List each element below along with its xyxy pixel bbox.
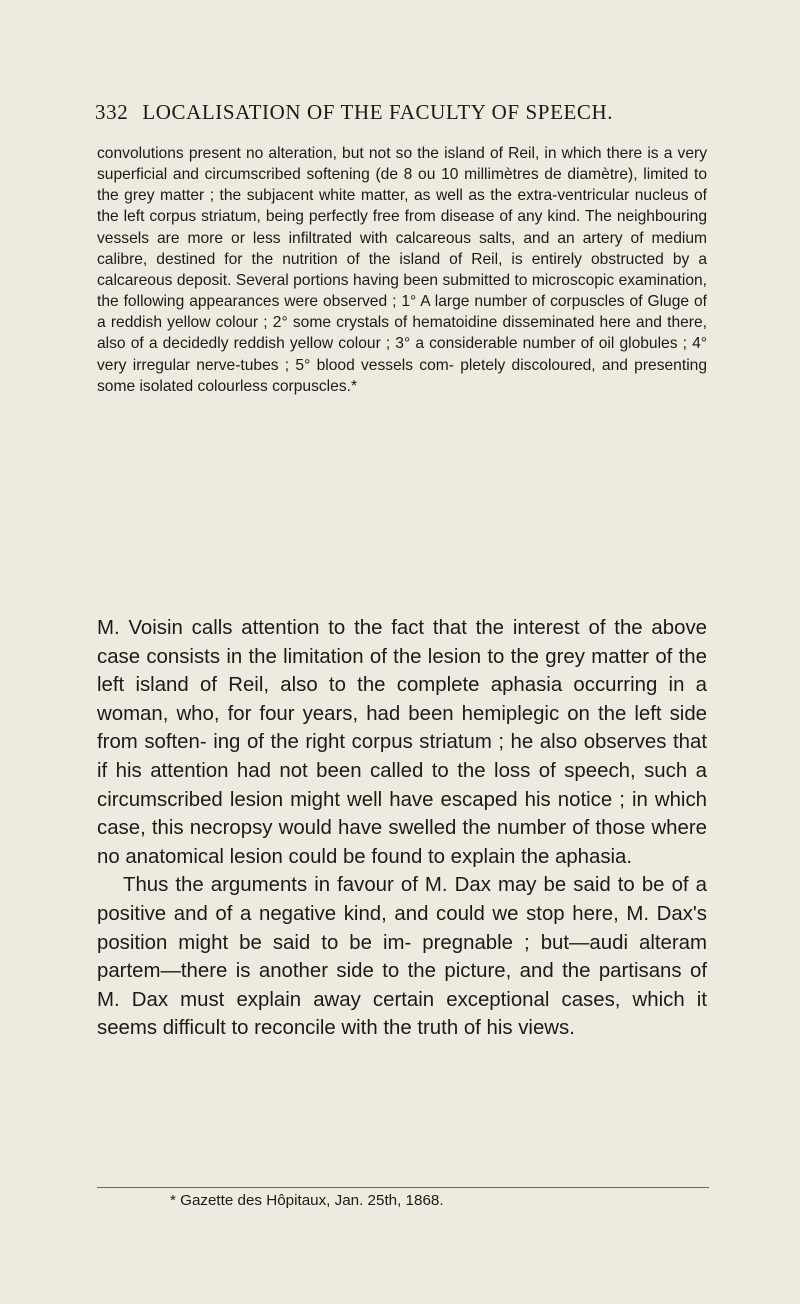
paragraph-voisin: M. Voisin calls attention to the fact that the interest of the above case consists in the limitation of the lesion to the grey matter of the left island of Reil, also to the complete aphasia occurring in a woman, who, for four years, had been hemiplegic on the left side from soften- ing of the right corpus striatum ; he also observes that if his attention had not been called to the loss of speech, such a circumscribed lesion might well have escaped his notice ; in which case, this necropsy would have swelled the number of those where no anatomical lesion could be found to explain the aphasia. bbox=[97, 617, 707, 868]
main-text bbox=[97, 614, 707, 1043]
footnote-divider bbox=[97, 1187, 709, 1188]
page-number: 332 bbox=[95, 100, 129, 124]
paragraph-dax-arguments: Thus the arguments in favour of M. Dax may be said to be of a positive and of a negative kind, and could we stop here, M. Dax's position might be said to be im- pregnable ; but—audi alteram partem—there is another side to the picture, and the partisans of M. Dax must explain away certain exceptional cases, which it seems difficult to reconcile with the truth of his views. bbox=[97, 874, 707, 1040]
case-report-paragraph: convolutions present no alteration, but not so the island of Reil, in which there is a very superficial and circumscribed softening (de 8 ou 10 millimètres de diamètre), limited to the grey matter ; the subjacent white matter, as well as the extra-ventricular nucleus of the left corpus striatum, being perfectly free from disease of any kind. The neighbouring vessels are more or less infiltrated with calcareous salts, and an artery of medium calibre, destined for the nutrition of the island of Reil, is entirely obstructed by a calcareous deposit. Several portions having been submitted to microscopic examination, the following appearances were observed ; 1° A large number of corpuscles of Gluge of a reddish yellow colour ; 2° some crystals of hematoidine disseminated here and there, also of a decidedly reddish yellow colour ; 3° a considerable number of oil globules ; 4° very irregular nerve-tubes ; 5° blood vessels com- pletely discoloured, and presenting some isolated colourless corpuscles.* bbox=[97, 145, 707, 395]
running-header bbox=[95, 100, 715, 125]
footnote: * Gazette des Hôpitaux, Jan. 25th, 1868. bbox=[170, 1192, 444, 1209]
running-title: LOCALISATION OF THE FACULTY OF SPEECH. bbox=[142, 100, 614, 124]
